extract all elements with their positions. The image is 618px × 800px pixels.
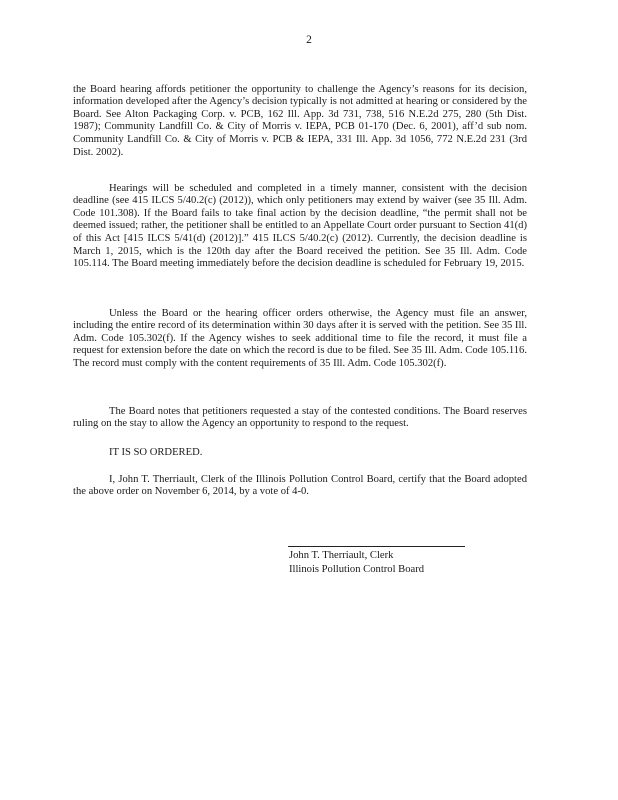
signature-organization: Illinois Pollution Control Board [289,564,425,575]
signature-line [288,546,465,547]
clerk-certification: I, John T. Therriault, Clerk of the Illinois Pollution Control Board, certify that the Board adopted the above order on November 6, 2014, by a vote of 4-0. [73,473,527,498]
page-number: 2 [306,34,312,46]
paragraph-agency-answer: Unless the Board or the hearing officer orders otherwise, the Agency must file an answer, including the entire record of its determination within 30 days after it is served with the petition. See 35 Ill. Adm. Code 105.302(f). If the Agency wishes to seek additional time to file the record, it must file a request for extension before the date on which the record is due to be filed. See 35 Ill. Adm. Code 105.116. The record must comply with the content requirements of 35 Ill. Adm. Code 105.302(f). [73,307,527,369]
paragraph-hearings: Hearings will be scheduled and completed in a timely manner, consistent with the decision deadline (see 415 ILCS 5/40.2(c) (2012)), which only petitioners may extend by waiver (see 35 Ill. Adm. Code 101.308). If the Board fails to take final action by the decision deadline, “the permit shall not be deemed issued; rather, the petitioner shall be entitled to an Appellate Court order pursuant to Section 41(d) of this Act [415 ILCS 5/41(d) (2012)].” 415 ILCS 5/40.2(c) (2012). Currently, the decision deadline is March 1, 2015, which is the 120th day after the Board received the petition. See 35 Ill. Adm. Code 105.114. The Board meeting immediately before the decision deadline is scheduled for February 19, 2015. [73,182,527,270]
signature-name: John T. Therriault, Clerk [289,550,394,561]
paragraph-record-review: the Board hearing affords petitioner the opportunity to challenge the Agency’s reasons for its decision, information developed after the Agency’s decision typically is not admitted at hearing or considered by the Board. See Alton Packaging Corp. v. PCB, 162 Ill. App. 3d 731, 738, 516 N.E.2d 275, 280 (5th Dist. 1987); Community Landfill Co. & City of Morris v. IEPA, PCB 01-170 (Dec. 6, 2001), aff’d sub nom. Community Landfill Co. & City of Morris v. PCB & IEPA, 331 Ill. App. 3d 1056, 772 N.E.2d 231 (3rd Dist. 2002). [73,83,527,158]
order-statement: IT IS SO ORDERED. [109,446,203,458]
paragraph-stay-request: The Board notes that petitioners requested a stay of the contested conditions. The Board reserves ruling on the stay to allow the Agency an opportunity to respond to the request. [73,405,527,430]
